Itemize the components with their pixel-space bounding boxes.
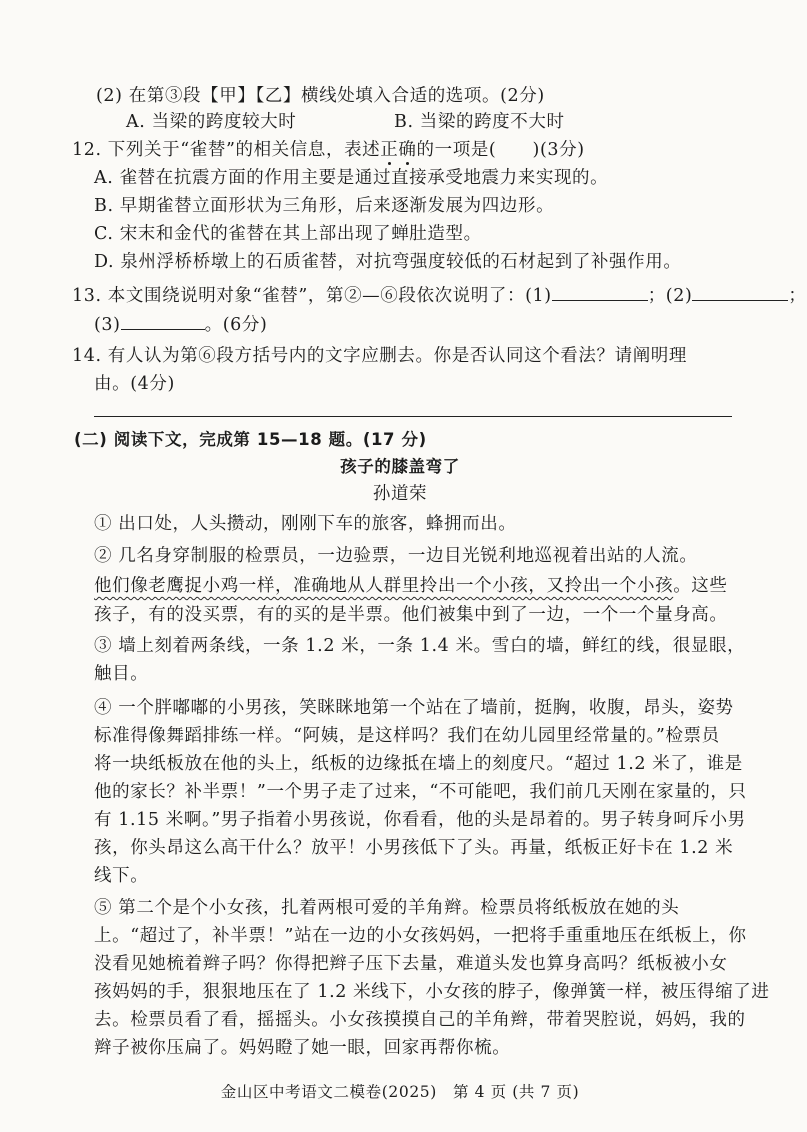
q13-line2-start: (3) — [94, 315, 121, 335]
q12-option-a: A. 雀替在抗震方面的作用主要是通过直接承受地震力来实现的。 — [94, 168, 609, 188]
q12-stem-after: 的一项是( )(3分) — [416, 140, 585, 160]
paragraph-5-line-6: 辫子被你压扁了。妈妈瞪了她一眼，回家再帮你梳。 — [94, 1038, 511, 1058]
paragraph-3-line-1: ③ 墙上刻着两条线，一条 1.2 米，一条 1.4 米。雪白的墙，鲜红的线，很显眼， — [94, 636, 746, 656]
q13-sep-2: ； — [788, 286, 807, 306]
q13-prefix: 13. 本文围绕说明对象“雀替”，第②—⑥段依次说明了：(1) — [72, 286, 552, 306]
paragraph-5-line-1: ⑤ 第二个是个小女孩，扎着两根可爱的羊角辫。检票员将纸板放在她的头 — [94, 898, 680, 918]
q11-2-option-b: B. 当梁的跨度不大时 — [394, 112, 565, 132]
paragraph-4-line-3: 将一块纸板放在他的头上，纸板的边缘抵在墙上的刻度尺。“超过 1.2 米了，谁是 — [94, 754, 743, 774]
q14-line-2: 由。(4分) — [94, 374, 175, 394]
q14-answer-line[interactable] — [94, 416, 732, 417]
q12-option-d: D. 泉州浮桥桥墩上的石质雀替，对抗弯强度较低的石材起到了补强作用。 — [94, 252, 682, 272]
paragraph-1: ① 出口处，人头攒动，刚刚下车的旅客，蜂拥而出。 — [94, 514, 517, 534]
q12-emphasis-char-1: 正 — [380, 140, 399, 160]
paragraph-2-line-1: ② 几名身穿制服的检票员，一边验票，一边目光锐利地巡视着出站的人流。 — [94, 546, 698, 566]
paragraph-2-line-2 — [94, 574, 728, 598]
paragraph-2-line-3: 孩子，有的没买票，有的买的是半票。他们被集中到了一边，一个一个量身高。 — [94, 605, 728, 625]
q12-option-c: C. 宋末和金代的雀替在其上部出现了蝉肚造型。 — [94, 224, 482, 244]
paragraph-3-line-2: 触目。 — [94, 664, 149, 684]
q12-stem — [72, 138, 585, 162]
page-footer: 金山区中考语文二模卷(2025) 第 4 页 (共 7 页) — [220, 1083, 580, 1101]
paragraph-5-line-2: 上。“超过了，补半票！”站在一边的小女孩妈妈，一把将手重重地压在纸板上，你 — [94, 926, 747, 946]
paragraph-4-line-4: 他的家长？补半票！”一个男子走了过来，“不可能吧，我们前几天刚在家量的，只 — [94, 782, 747, 802]
q13-blank-3[interactable] — [121, 315, 205, 330]
q14-line-1: 14. 有人认为第⑥段方括号内的文字应删去。你是否认同这个看法？请阐明理 — [72, 346, 687, 366]
article-title: 孩子的膝盖弯了 — [340, 457, 460, 476]
q12-option-b: B. 早期雀替立面形状为三角形，后来逐渐发展为四边形。 — [94, 196, 555, 216]
wavy-underlined-sentence: 他们像老鹰捉小鸡一样，准确地从人群里拎出一个小孩，又拎出一个小孩 — [94, 576, 674, 596]
q13-blank-2[interactable] — [692, 286, 788, 301]
paragraph-5-line-5: 去。检票员看了看，摇摇头。小女孩摸摸自己的羊角辫，带着哭腔说，妈妈，我的 — [94, 1010, 746, 1030]
q13-line2-end: 。(6分) — [204, 315, 268, 335]
paragraph-4-line-1: ④ 一个胖嘟嘟的小男孩，笑眯眯地第一个站在了墙前，挺胸，收腹，昂头，姿势 — [94, 698, 734, 718]
q13-line-2 — [94, 313, 267, 337]
q11-2-stem: (2) 在第③段【甲】【乙】横线处填入合适的选项。(2分) — [96, 86, 545, 106]
q13-sep-1: ；(2) — [647, 286, 693, 306]
paragraph-4-line-2: 标准得像舞蹈排练一样。“阿姨，是这样吗？我们在幼儿园里经常量的。”检票员 — [94, 726, 720, 746]
paragraph-5-line-4: 孩妈妈的手，狠狠地压在了 1.2 米线下，小女孩的脖子，像弹簧一样，被压得缩了进 — [94, 982, 770, 1002]
article-author: 孙道荣 — [372, 484, 428, 504]
q11-2-option-a: A. 当梁的跨度较大时 — [126, 112, 297, 132]
paragraph-5-line-3: 没看见她梳着辫子吗？你得把辫子压下去量，难道头发也算身高吗？纸板被小女 — [94, 954, 728, 974]
paragraph-4-line-7: 线下。 — [94, 866, 149, 886]
q12-stem-before: 12. 下列关于“雀替”的相关信息，表述 — [72, 140, 381, 160]
q13-line-1 — [72, 284, 807, 308]
q13-blank-1[interactable] — [552, 286, 648, 301]
paragraph-4-line-6: 孩，你头昂这么高干什么？放平！小男孩低下了头。再量，纸板正好卡在 1.2 米 — [94, 838, 734, 858]
section-2-heading: (二) 阅读下文，完成第 15—18 题。(17 分) — [74, 430, 427, 449]
q12-emphasis-char-2: 确 — [398, 140, 417, 160]
paragraph-4-line-5: 有 1.15 米啊。”男子指着小男孩说，你看看，他的头是昂着的。男子转身呵斥小男 — [94, 810, 746, 830]
paragraph-2-line-2-rest: 。这些 — [673, 576, 728, 596]
